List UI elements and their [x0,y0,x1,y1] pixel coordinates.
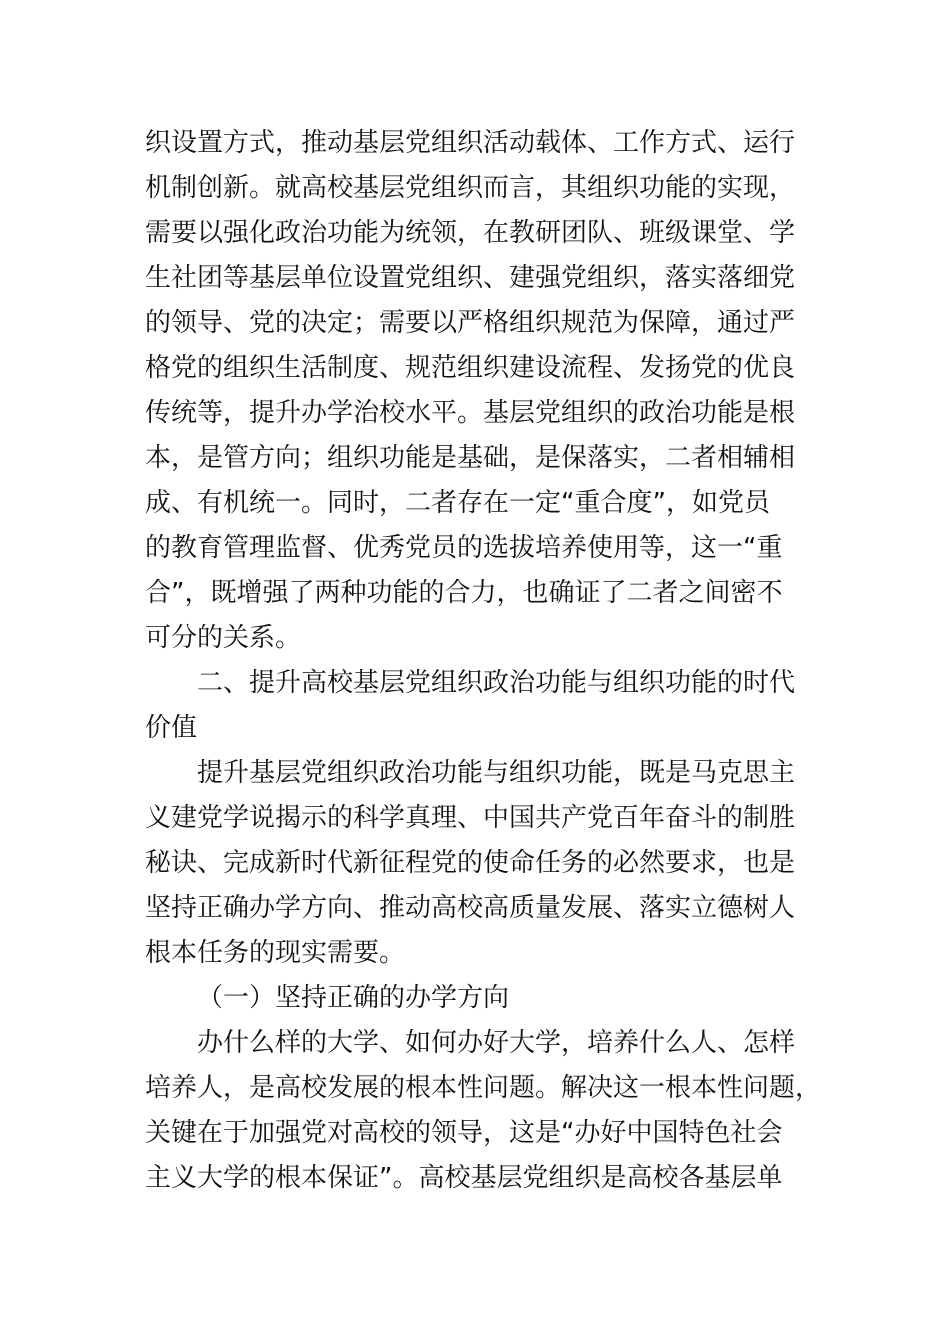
text-line: 培养人，是高校发展的根本性问题。解决这一根本性问题， [145,1073,822,1103]
text-line: 坚持正确办学方向、推动高校高质量发展、落实立德树人 [145,893,796,923]
text-line: 织设置方式，推动基层党组织活动载体、工作方式、运行 [145,128,796,158]
text-line: 格党的组织生活制度、规范组织建设流程、发扬党的优良 [145,353,796,383]
subsection-heading: （一）坚持正确的办学方向 [197,983,510,1013]
text-line: 的教育管理监督、优秀党员的选拔培养使用等，这一“重 [145,533,783,563]
text-line: 成、有机统一。同时，二者存在一定“重合度”，如党员 [145,488,770,518]
text-line: 传统等，提升办学治校水平。基层党组织的政治功能是根 [145,398,796,428]
text-line: 秘诀、完成新时代新征程党的使命任务的必然要求，也是 [145,848,796,878]
text-line: 主义大学的根本保证”。高校基层党组织是高校各基层单 [145,1163,783,1193]
text-line: 生社团等基层单位设置党组织、建强党组织，落实落细党 [145,263,796,293]
section-heading: 二、提升高校基层党组织政治功能与组织功能的时代 [197,668,796,698]
section-heading-continued: 价值 [145,713,198,743]
text-line: 本，是管方向；组织功能是基础，是保落实，二者相辅相 [145,443,796,473]
text-line: 关键在于加强党对高校的领导，这是“办好中国特色社会 [145,1118,783,1148]
text-line: 可分的关系。 [145,623,302,653]
text-line: 合”，既增强了两种功能的合力，也确证了二者之间密不 [145,578,783,608]
text-line: 根本任务的现实需要。 [145,938,406,968]
text-line: 需要以强化政治功能为统领，在教研团队、班级课堂、学 [145,218,796,248]
body-text [145,121,822,1201]
text-line: 义建党学说揭示的科学真理、中国共产党百年奋斗的制胜 [145,803,796,833]
text-line: 提升基层党组织政治功能与组织功能，既是马克思主 [197,758,796,788]
text-line: 办什么样的大学、如何办好大学，培养什么人、怎样 [197,1028,796,1058]
text-line: 机制创新。就高校基层党组织而言，其组织功能的实现， [145,173,796,203]
text-line: 的领导、党的决定；需要以严格组织规范为保障，通过严 [145,308,796,338]
